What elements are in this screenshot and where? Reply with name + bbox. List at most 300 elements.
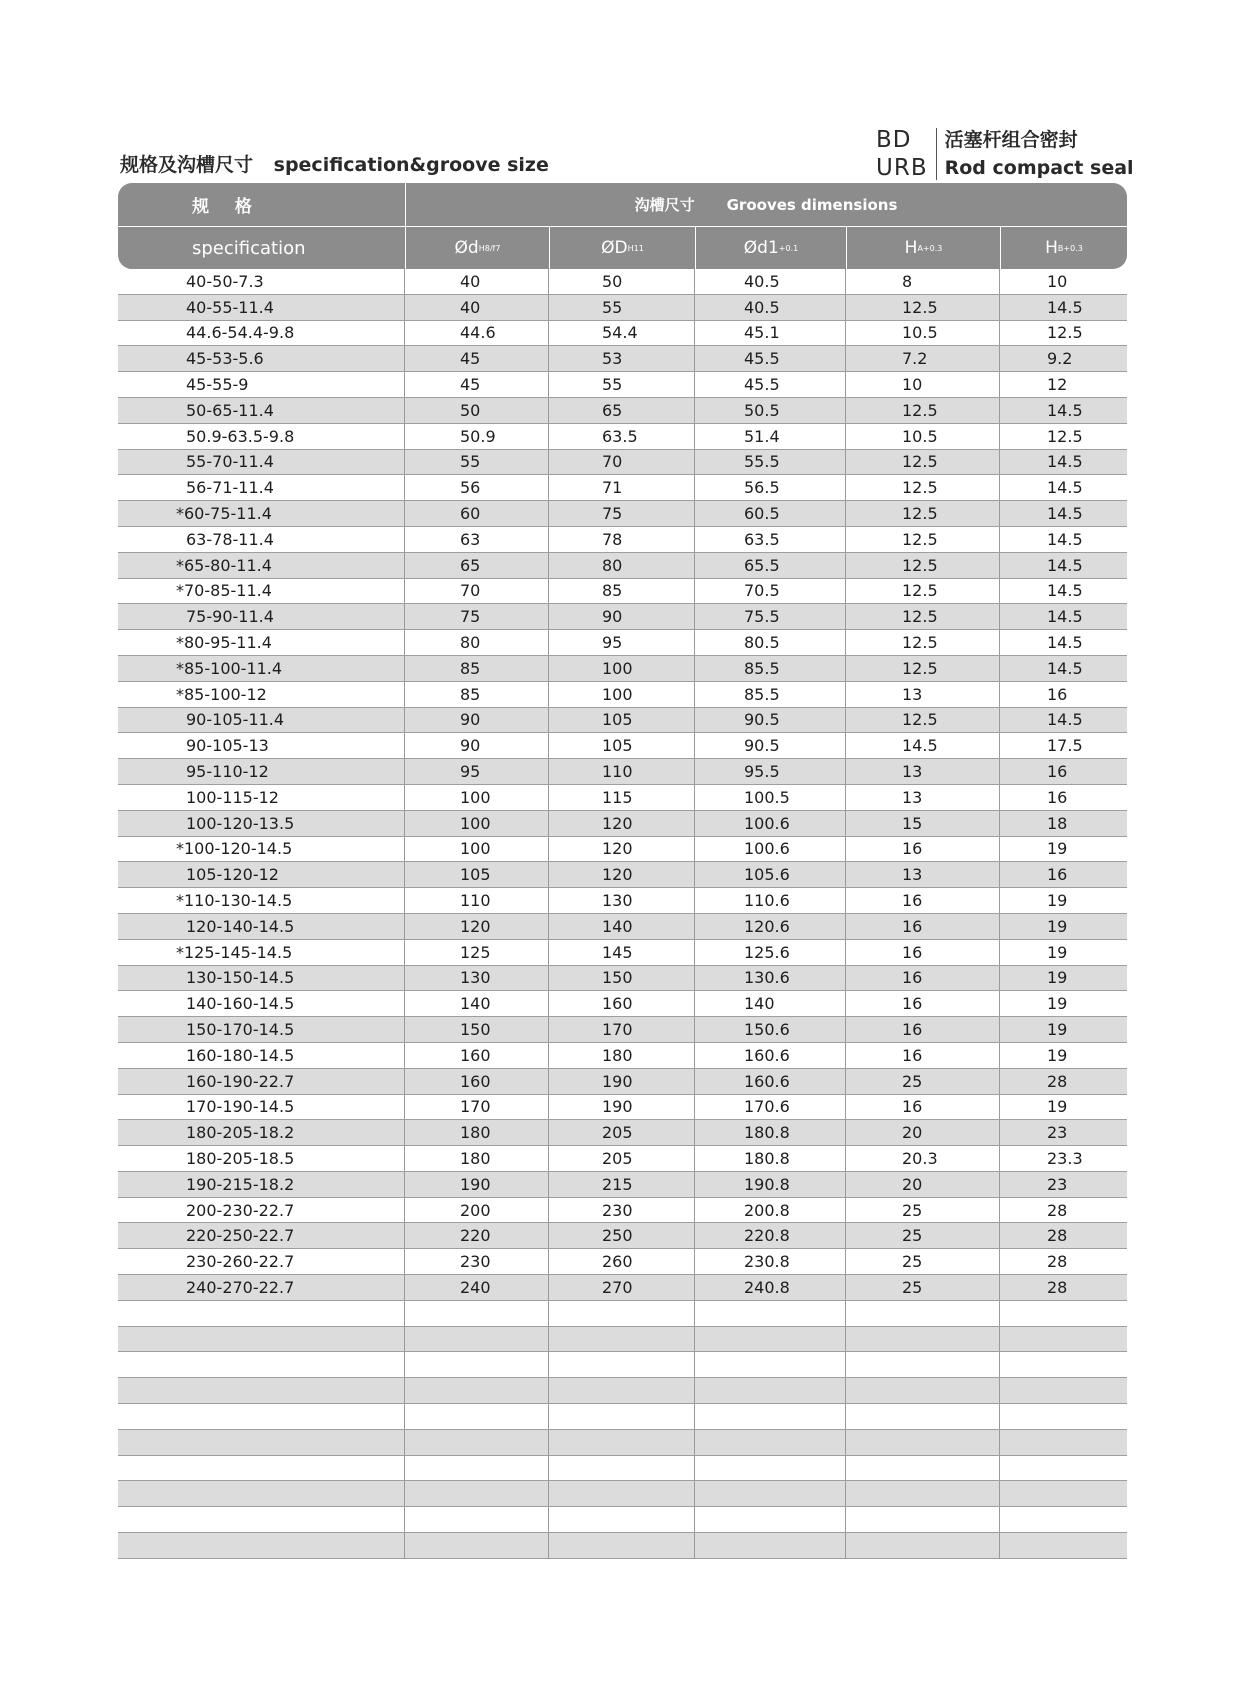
d1-cell bbox=[695, 1456, 846, 1481]
spec-cell: 120-140-14.5 bbox=[118, 914, 405, 939]
HB-cell: 9.2 bbox=[1047, 349, 1073, 369]
HB-cell bbox=[1000, 1301, 1127, 1326]
D-cell: 180 bbox=[549, 1043, 695, 1068]
table-row bbox=[118, 269, 1127, 295]
d1-cell: 230.8 bbox=[695, 1249, 846, 1274]
table-row bbox=[118, 1223, 1127, 1249]
d1-cell: 100.6 bbox=[695, 837, 846, 862]
d-cell: 240 bbox=[405, 1275, 549, 1300]
d-cell: 160 bbox=[405, 1043, 549, 1068]
d-cell: 160 bbox=[405, 1069, 549, 1094]
HB-cell: 28 bbox=[1047, 1071, 1068, 1091]
HB-cell: 17.5 bbox=[1047, 736, 1083, 756]
badge-divider bbox=[936, 128, 937, 180]
HA-cell: 12.5 bbox=[846, 398, 1000, 423]
spec-cell bbox=[118, 1533, 405, 1558]
table-row bbox=[118, 991, 1127, 1017]
D-cell: 95 bbox=[549, 630, 695, 655]
d-cell: 140 bbox=[405, 991, 549, 1016]
spec-cell: 90-105-13 bbox=[118, 733, 405, 758]
table-row bbox=[118, 321, 1127, 347]
d-cell: 85 bbox=[405, 682, 549, 707]
HA-cell: 12.5 bbox=[846, 527, 1000, 552]
spec-cell bbox=[118, 1301, 405, 1326]
table-row bbox=[118, 940, 1127, 966]
header-spec-en: specification bbox=[192, 237, 306, 259]
table-row bbox=[118, 372, 1127, 398]
spec-cell: 45-53-5.6 bbox=[118, 346, 405, 371]
table-row bbox=[118, 682, 1127, 708]
D-cell: 250 bbox=[549, 1223, 695, 1248]
HB-cell: 19 bbox=[1047, 916, 1068, 936]
d-cell bbox=[405, 1301, 549, 1326]
D-cell: 270 bbox=[549, 1275, 695, 1300]
HA-cell: 25 bbox=[846, 1198, 1000, 1223]
d1-cell: 125.6 bbox=[695, 940, 846, 965]
product-code-bottom: URB bbox=[876, 155, 928, 181]
HA-cell bbox=[846, 1430, 1000, 1455]
D-cell: 85 bbox=[549, 579, 695, 604]
D-cell: 71 bbox=[549, 475, 695, 500]
D-cell: 215 bbox=[549, 1172, 695, 1197]
d-cell: 100 bbox=[405, 837, 549, 862]
HB-cell bbox=[1000, 1456, 1127, 1481]
D-cell: 100 bbox=[549, 682, 695, 707]
HB-cell bbox=[1000, 1533, 1127, 1558]
HB-cell: 23 bbox=[1047, 1174, 1068, 1194]
HB-cell: 10 bbox=[1047, 271, 1068, 291]
HB-cell: 14.5 bbox=[1047, 529, 1083, 549]
HA-cell: 12.5 bbox=[846, 475, 1000, 500]
D-cell: 120 bbox=[549, 811, 695, 836]
table-row bbox=[118, 1043, 1127, 1069]
HB-cell bbox=[1000, 1404, 1127, 1429]
HB-cell: 14.5 bbox=[1047, 555, 1083, 575]
heading-en: specification&groove size bbox=[273, 154, 549, 176]
D-cell: 55 bbox=[549, 372, 695, 397]
d1-cell: 220.8 bbox=[695, 1223, 846, 1248]
table-row bbox=[118, 785, 1127, 811]
d-cell: 170 bbox=[405, 1095, 549, 1120]
HB-cell bbox=[1000, 1507, 1127, 1532]
spec-cell: 180-205-18.2 bbox=[118, 1120, 405, 1145]
d1-cell: 45.1 bbox=[695, 321, 846, 346]
table-row bbox=[118, 759, 1127, 785]
table-row bbox=[118, 1327, 1127, 1353]
D-cell bbox=[549, 1327, 695, 1352]
d-cell: 40 bbox=[405, 269, 549, 294]
d-cell: 180 bbox=[405, 1146, 549, 1171]
HB-cell: 28 bbox=[1047, 1200, 1068, 1220]
table-row bbox=[118, 1352, 1127, 1378]
d-cell: 100 bbox=[405, 811, 549, 836]
spec-cell: 190-215-18.2 bbox=[118, 1172, 405, 1197]
d1-cell: 85.5 bbox=[695, 656, 846, 681]
spec-cell bbox=[118, 1430, 405, 1455]
HA-cell: 14.5 bbox=[846, 733, 1000, 758]
table-row bbox=[118, 656, 1127, 682]
spec-table bbox=[118, 183, 1127, 1559]
HA-cell bbox=[846, 1404, 1000, 1429]
header-row-bottom bbox=[118, 227, 1127, 269]
table-row bbox=[118, 346, 1127, 372]
D-cell bbox=[549, 1352, 695, 1377]
HA-cell bbox=[846, 1352, 1000, 1377]
D-cell: 105 bbox=[549, 708, 695, 733]
d-cell: 40 bbox=[405, 295, 549, 320]
d-cell: 50.9 bbox=[405, 424, 549, 449]
d-cell: 45 bbox=[405, 372, 549, 397]
HA-cell: 12.5 bbox=[846, 604, 1000, 629]
HA-cell: 25 bbox=[846, 1275, 1000, 1300]
HA-cell: 12.5 bbox=[846, 656, 1000, 681]
HB-cell bbox=[1000, 1327, 1127, 1352]
page-heading bbox=[120, 150, 549, 177]
d1-cell: 45.5 bbox=[695, 372, 846, 397]
D-cell: 140 bbox=[549, 914, 695, 939]
HA-cell: 25 bbox=[846, 1249, 1000, 1274]
spec-cell: 44.6-54.4-9.8 bbox=[118, 321, 405, 346]
table-header bbox=[118, 183, 1127, 269]
table-row bbox=[118, 1249, 1127, 1275]
D-cell: 145 bbox=[549, 940, 695, 965]
HA-cell: 20.3 bbox=[846, 1146, 1000, 1171]
HA-cell: 16 bbox=[846, 1043, 1000, 1068]
d1-cell bbox=[695, 1404, 846, 1429]
table-row bbox=[118, 708, 1127, 734]
HB-cell: 23 bbox=[1047, 1123, 1068, 1143]
d1-cell: 51.4 bbox=[695, 424, 846, 449]
d1-cell: 105.6 bbox=[695, 862, 846, 887]
header-row-top bbox=[118, 183, 1127, 226]
HA-cell: 16 bbox=[846, 991, 1000, 1016]
D-cell bbox=[549, 1481, 695, 1506]
D-cell: 230 bbox=[549, 1198, 695, 1223]
HB-cell: 14.5 bbox=[1047, 400, 1083, 420]
spec-cell: 63-78-11.4 bbox=[118, 527, 405, 552]
d1-cell: 130.6 bbox=[695, 966, 846, 991]
HB-cell: 14.5 bbox=[1047, 607, 1083, 627]
spec-cell: 55-70-11.4 bbox=[118, 450, 405, 475]
table-row bbox=[118, 1404, 1127, 1430]
table-row bbox=[118, 475, 1127, 501]
table-row bbox=[118, 579, 1127, 605]
HB-cell: 14.5 bbox=[1047, 581, 1083, 601]
d1-cell: 60.5 bbox=[695, 501, 846, 526]
table-row bbox=[118, 1378, 1127, 1404]
HA-cell: 20 bbox=[846, 1172, 1000, 1197]
HA-cell bbox=[846, 1507, 1000, 1532]
HB-cell: 12.5 bbox=[1047, 323, 1083, 343]
spec-cell: 40-55-11.4 bbox=[118, 295, 405, 320]
d-cell: 95 bbox=[405, 759, 549, 784]
table-row bbox=[118, 1456, 1127, 1482]
HB-cell: 16 bbox=[1047, 762, 1068, 782]
spec-cell: 170-190-14.5 bbox=[118, 1095, 405, 1120]
HB-cell: 23.3 bbox=[1047, 1148, 1083, 1168]
HB-cell: 14.5 bbox=[1047, 504, 1083, 524]
d1-cell: 85.5 bbox=[695, 682, 846, 707]
D-cell: 80 bbox=[549, 553, 695, 578]
spec-cell: 56-71-11.4 bbox=[118, 475, 405, 500]
D-cell bbox=[549, 1456, 695, 1481]
spec-cell: 240-270-22.7 bbox=[118, 1275, 405, 1300]
spec-cell bbox=[118, 1404, 405, 1429]
d-cell bbox=[405, 1352, 549, 1377]
d1-cell: 63.5 bbox=[695, 527, 846, 552]
d-cell bbox=[405, 1533, 549, 1558]
spec-cell: 45-55-9 bbox=[118, 372, 405, 397]
HB-cell: 16 bbox=[1047, 787, 1068, 807]
D-cell: 205 bbox=[549, 1120, 695, 1145]
HB-cell: 19 bbox=[1047, 1097, 1068, 1117]
HA-cell: 20 bbox=[846, 1120, 1000, 1145]
d-cell bbox=[405, 1378, 549, 1403]
HA-cell: 13 bbox=[846, 759, 1000, 784]
header-col-d: Ød H8/f7 bbox=[454, 238, 501, 258]
d1-cell: 40.5 bbox=[695, 295, 846, 320]
D-cell bbox=[549, 1430, 695, 1455]
D-cell: 190 bbox=[549, 1069, 695, 1094]
spec-cell bbox=[118, 1507, 405, 1532]
table-row bbox=[118, 733, 1127, 759]
HA-cell bbox=[846, 1456, 1000, 1481]
d-cell: 230 bbox=[405, 1249, 549, 1274]
d1-cell: 190.8 bbox=[695, 1172, 846, 1197]
spec-cell: *100-120-14.5 bbox=[118, 837, 405, 862]
HA-cell: 10.5 bbox=[846, 424, 1000, 449]
d1-cell bbox=[695, 1352, 846, 1377]
table-row bbox=[118, 811, 1127, 837]
HB-cell: 19 bbox=[1047, 968, 1068, 988]
HA-cell: 8 bbox=[846, 269, 1000, 294]
table-row bbox=[118, 1301, 1127, 1327]
HB-cell: 28 bbox=[1047, 1226, 1068, 1246]
D-cell: 150 bbox=[549, 966, 695, 991]
spec-cell: 75-90-11.4 bbox=[118, 604, 405, 629]
HB-cell: 16 bbox=[1047, 684, 1068, 704]
spec-cell bbox=[118, 1378, 405, 1403]
d1-cell: 120.6 bbox=[695, 914, 846, 939]
product-name-cn: 活塞杆组合密封 bbox=[944, 129, 1078, 151]
d-cell bbox=[405, 1404, 549, 1429]
D-cell: 205 bbox=[549, 1146, 695, 1171]
d1-cell: 70.5 bbox=[695, 579, 846, 604]
d-cell: 120 bbox=[405, 914, 549, 939]
spec-cell: 90-105-11.4 bbox=[118, 708, 405, 733]
D-cell: 75 bbox=[549, 501, 695, 526]
d-cell: 70 bbox=[405, 579, 549, 604]
d-cell: 130 bbox=[405, 966, 549, 991]
d-cell bbox=[405, 1430, 549, 1455]
spec-cell: 180-205-18.5 bbox=[118, 1146, 405, 1171]
D-cell: 120 bbox=[549, 837, 695, 862]
d1-cell: 95.5 bbox=[695, 759, 846, 784]
header-col-D: ØD H11 bbox=[601, 238, 644, 258]
d1-cell bbox=[695, 1378, 846, 1403]
table-row bbox=[118, 862, 1127, 888]
HB-cell: 19 bbox=[1047, 942, 1068, 962]
d-cell: 180 bbox=[405, 1120, 549, 1145]
d1-cell: 75.5 bbox=[695, 604, 846, 629]
d-cell: 50 bbox=[405, 398, 549, 423]
d1-cell bbox=[695, 1327, 846, 1352]
D-cell: 110 bbox=[549, 759, 695, 784]
spec-cell: *125-145-14.5 bbox=[118, 940, 405, 965]
HA-cell: 10 bbox=[846, 372, 1000, 397]
HB-cell: 14.5 bbox=[1047, 710, 1083, 730]
header-col-HA: H A +0.3 bbox=[904, 238, 943, 258]
table-row bbox=[118, 501, 1127, 527]
HB-cell: 19 bbox=[1047, 891, 1068, 911]
d1-cell bbox=[695, 1533, 846, 1558]
HB-cell: 18 bbox=[1047, 813, 1068, 833]
table-row bbox=[118, 1533, 1127, 1559]
table-row bbox=[118, 888, 1127, 914]
table-row bbox=[118, 966, 1127, 992]
HA-cell: 12.5 bbox=[846, 450, 1000, 475]
table-row bbox=[118, 1172, 1127, 1198]
header-spec-cn: 规 格 bbox=[192, 197, 262, 217]
d-cell: 220 bbox=[405, 1223, 549, 1248]
d-cell bbox=[405, 1481, 549, 1506]
HA-cell: 13 bbox=[846, 682, 1000, 707]
HB-cell: 14.5 bbox=[1047, 297, 1083, 317]
table-row bbox=[118, 1120, 1127, 1146]
HB-cell: 19 bbox=[1047, 994, 1068, 1014]
spec-cell: 230-260-22.7 bbox=[118, 1249, 405, 1274]
HA-cell bbox=[846, 1301, 1000, 1326]
D-cell bbox=[549, 1301, 695, 1326]
D-cell: 53 bbox=[549, 346, 695, 371]
d-cell bbox=[405, 1507, 549, 1532]
spec-cell: *65-80-11.4 bbox=[118, 553, 405, 578]
table-row bbox=[118, 1481, 1127, 1507]
d1-cell: 200.8 bbox=[695, 1198, 846, 1223]
spec-cell: 200-230-22.7 bbox=[118, 1198, 405, 1223]
table-body bbox=[118, 269, 1127, 1559]
header-grooves-cn: 沟槽尺寸 bbox=[634, 196, 695, 214]
spec-cell bbox=[118, 1327, 405, 1352]
d1-cell: 90.5 bbox=[695, 733, 846, 758]
table-row bbox=[118, 1275, 1127, 1301]
d1-cell: 56.5 bbox=[695, 475, 846, 500]
D-cell: 78 bbox=[549, 527, 695, 552]
product-codes bbox=[876, 128, 936, 180]
d1-cell: 140 bbox=[695, 991, 846, 1016]
d-cell: 90 bbox=[405, 708, 549, 733]
d1-cell: 160.6 bbox=[695, 1043, 846, 1068]
HA-cell: 12.5 bbox=[846, 553, 1000, 578]
spec-cell: 130-150-14.5 bbox=[118, 966, 405, 991]
spec-cell: 140-160-14.5 bbox=[118, 991, 405, 1016]
product-code-top: BD bbox=[876, 127, 912, 153]
HB-cell bbox=[1000, 1352, 1127, 1377]
D-cell: 100 bbox=[549, 656, 695, 681]
d1-cell: 160.6 bbox=[695, 1069, 846, 1094]
d-cell: 55 bbox=[405, 450, 549, 475]
HA-cell: 15 bbox=[846, 811, 1000, 836]
header-grooves bbox=[405, 183, 1127, 226]
spec-cell: 105-120-12 bbox=[118, 862, 405, 887]
d1-cell: 45.5 bbox=[695, 346, 846, 371]
D-cell: 260 bbox=[549, 1249, 695, 1274]
d1-cell: 180.8 bbox=[695, 1146, 846, 1171]
spec-cell: *60-75-11.4 bbox=[118, 501, 405, 526]
HA-cell: 25 bbox=[846, 1069, 1000, 1094]
HA-cell: 13 bbox=[846, 785, 1000, 810]
HB-cell: 12 bbox=[1047, 375, 1068, 395]
product-badge bbox=[876, 128, 1134, 180]
table-row bbox=[118, 1430, 1127, 1456]
HA-cell: 13 bbox=[846, 862, 1000, 887]
d-cell: 150 bbox=[405, 1017, 549, 1042]
D-cell bbox=[549, 1404, 695, 1429]
HB-cell: 19 bbox=[1047, 1045, 1068, 1065]
HA-cell: 10.5 bbox=[846, 321, 1000, 346]
product-name-en: Rod compact seal bbox=[944, 157, 1134, 179]
D-cell bbox=[549, 1533, 695, 1558]
d1-cell: 240.8 bbox=[695, 1275, 846, 1300]
table-row bbox=[118, 1146, 1127, 1172]
table-row bbox=[118, 914, 1127, 940]
d-cell: 190 bbox=[405, 1172, 549, 1197]
d1-cell: 110.6 bbox=[695, 888, 846, 913]
HA-cell: 12.5 bbox=[846, 579, 1000, 604]
d-cell: 110 bbox=[405, 888, 549, 913]
table-row bbox=[118, 1507, 1127, 1533]
D-cell: 130 bbox=[549, 888, 695, 913]
HB-cell bbox=[1000, 1430, 1127, 1455]
HA-cell: 7.2 bbox=[846, 346, 1000, 371]
d1-cell: 150.6 bbox=[695, 1017, 846, 1042]
d-cell: 125 bbox=[405, 940, 549, 965]
HA-cell: 16 bbox=[846, 837, 1000, 862]
D-cell: 170 bbox=[549, 1017, 695, 1042]
d1-cell: 80.5 bbox=[695, 630, 846, 655]
spec-cell: 50.9-63.5-9.8 bbox=[118, 424, 405, 449]
HA-cell: 25 bbox=[846, 1223, 1000, 1248]
D-cell: 50 bbox=[549, 269, 695, 294]
d-cell bbox=[405, 1327, 549, 1352]
d-cell: 105 bbox=[405, 862, 549, 887]
D-cell: 54.4 bbox=[549, 321, 695, 346]
HA-cell: 16 bbox=[846, 966, 1000, 991]
d1-cell bbox=[695, 1507, 846, 1532]
d-cell: 60 bbox=[405, 501, 549, 526]
HA-cell: 16 bbox=[846, 1095, 1000, 1120]
d1-cell: 90.5 bbox=[695, 708, 846, 733]
D-cell: 65 bbox=[549, 398, 695, 423]
D-cell bbox=[549, 1378, 695, 1403]
heading-cn: 规格及沟槽尺寸 bbox=[120, 154, 254, 176]
table-row bbox=[118, 837, 1127, 863]
D-cell: 63.5 bbox=[549, 424, 695, 449]
HB-cell: 28 bbox=[1047, 1277, 1068, 1297]
HA-cell: 16 bbox=[846, 888, 1000, 913]
spec-cell bbox=[118, 1352, 405, 1377]
HA-cell bbox=[846, 1378, 1000, 1403]
HB-cell: 14.5 bbox=[1047, 633, 1083, 653]
D-cell bbox=[549, 1507, 695, 1532]
spec-cell: *80-95-11.4 bbox=[118, 630, 405, 655]
HA-cell bbox=[846, 1481, 1000, 1506]
HA-cell: 16 bbox=[846, 940, 1000, 965]
HA-cell: 12.5 bbox=[846, 708, 1000, 733]
spec-cell: 100-115-12 bbox=[118, 785, 405, 810]
table-row bbox=[118, 604, 1127, 630]
D-cell: 55 bbox=[549, 295, 695, 320]
